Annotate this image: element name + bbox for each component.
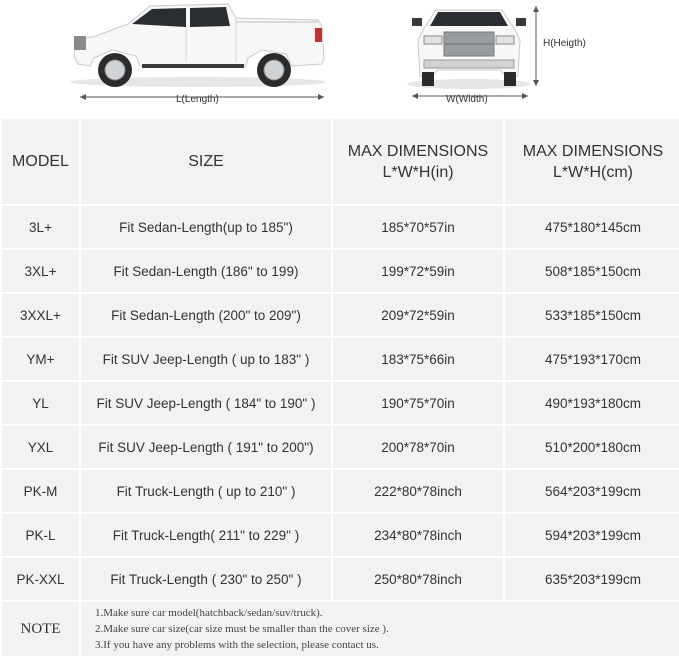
size-cell: Fit Truck-Length( 211" to 229" ) xyxy=(81,514,331,556)
table-row xyxy=(2,514,679,556)
header-dimensions-in-line2: L*W*H(in) xyxy=(382,163,454,181)
dimensions-in-cell: 190*75*70in xyxy=(333,382,503,424)
width-label: W(Width) xyxy=(446,94,488,105)
height-label: H(Heigth) xyxy=(543,38,586,49)
model-cell: YXL xyxy=(2,426,79,468)
dimensions-cm-cell: 533*185*150cm xyxy=(505,294,679,336)
model-cell: PK-M xyxy=(2,470,79,512)
model-cell: PK-XXL xyxy=(2,558,79,600)
table-row xyxy=(2,382,679,424)
note-line: 2.Make sure car size(car size must be smaller than the cover size ). xyxy=(95,623,389,635)
length-label: L(Length) xyxy=(176,94,219,105)
size-chart-table xyxy=(0,117,679,658)
table-row xyxy=(2,558,679,600)
truck-side-view-image xyxy=(70,4,326,87)
header-dimensions-in xyxy=(333,119,503,204)
truck-front-view-image xyxy=(407,10,531,89)
header-dimensions-cm-line2: L*W*H(cm) xyxy=(553,163,633,181)
dimensions-in-cell: 185*70*57in xyxy=(333,206,503,248)
size-cell: Fit Truck-Length ( up to 210" ) xyxy=(81,470,331,512)
dimensions-cm-cell: 490*193*180cm xyxy=(505,382,679,424)
table-row xyxy=(2,250,679,292)
header-dimensions-cm xyxy=(505,119,679,204)
header-dimensions-cm-line1: MAX DIMENSIONS xyxy=(522,142,664,160)
model-cell: 3XXL+ xyxy=(2,294,79,336)
dimensions-cm-cell: 635*203*199cm xyxy=(505,558,679,600)
dimensions-cm-cell: 564*203*199cm xyxy=(505,470,679,512)
dimensions-in-cell: 209*72*59in xyxy=(333,294,503,336)
dimensions-cm-cell: 475*180*145cm xyxy=(505,206,679,248)
note-label: NOTE xyxy=(2,602,79,656)
size-cell: Fit Sedan-Length (186" to 199) xyxy=(81,250,331,292)
table-row xyxy=(2,470,679,512)
size-cell: Fit SUV Jeep-Length ( 184" to 190" ) xyxy=(81,382,331,424)
size-cell: Fit SUV Jeep-Length ( up to 183" ) xyxy=(81,338,331,380)
table-header-row xyxy=(2,119,679,204)
size-cell: Fit Sedan-Length (200" to 209") xyxy=(81,294,331,336)
dimensions-in-cell: 200*78*70in xyxy=(333,426,503,468)
size-cell: Fit Truck-Length ( 230" to 250" ) xyxy=(81,558,331,600)
height-arrow xyxy=(533,6,539,86)
size-cell: Fit Sedan-Length(up to 185") xyxy=(81,206,331,248)
table-row xyxy=(2,294,679,336)
note-line: 1.Make sure car model(hatchback/sedan/suv/truck). xyxy=(95,607,323,619)
note-text xyxy=(81,602,679,656)
model-cell: YM+ xyxy=(2,338,79,380)
header-size: SIZE xyxy=(81,119,331,204)
size-cell: Fit SUV Jeep-Length ( 191" to 200") xyxy=(81,426,331,468)
dimensions-cm-cell: 510*200*180cm xyxy=(505,426,679,468)
dimensions-in-cell: 222*80*78inch xyxy=(333,470,503,512)
dimensions-in-cell: 199*72*59in xyxy=(333,250,503,292)
note-row xyxy=(2,602,679,656)
note-line: 3.If you have any problems with the selection, please contact us. xyxy=(95,639,379,651)
header-dimensions-in-line1: MAX DIMENSIONS xyxy=(347,142,489,160)
vehicle-illustrations xyxy=(0,0,679,112)
dimensions-cm-cell: 508*185*150cm xyxy=(505,250,679,292)
header-model: MODEL xyxy=(2,119,79,204)
model-cell: 3XL+ xyxy=(2,250,79,292)
model-cell: 3L+ xyxy=(2,206,79,248)
dimensions-cm-cell: 594*203*199cm xyxy=(505,514,679,556)
vehicle-dimension-diagrams xyxy=(0,0,679,112)
table-row xyxy=(2,206,679,248)
model-cell: YL xyxy=(2,382,79,424)
dimensions-cm-cell: 475*193*170cm xyxy=(505,338,679,380)
dimensions-in-cell: 234*80*78inch xyxy=(333,514,503,556)
model-cell: PK-L xyxy=(2,514,79,556)
dimensions-in-cell: 250*80*78inch xyxy=(333,558,503,600)
table-row xyxy=(2,338,679,380)
dimensions-in-cell: 183*75*66in xyxy=(333,338,503,380)
table-row xyxy=(2,426,679,468)
